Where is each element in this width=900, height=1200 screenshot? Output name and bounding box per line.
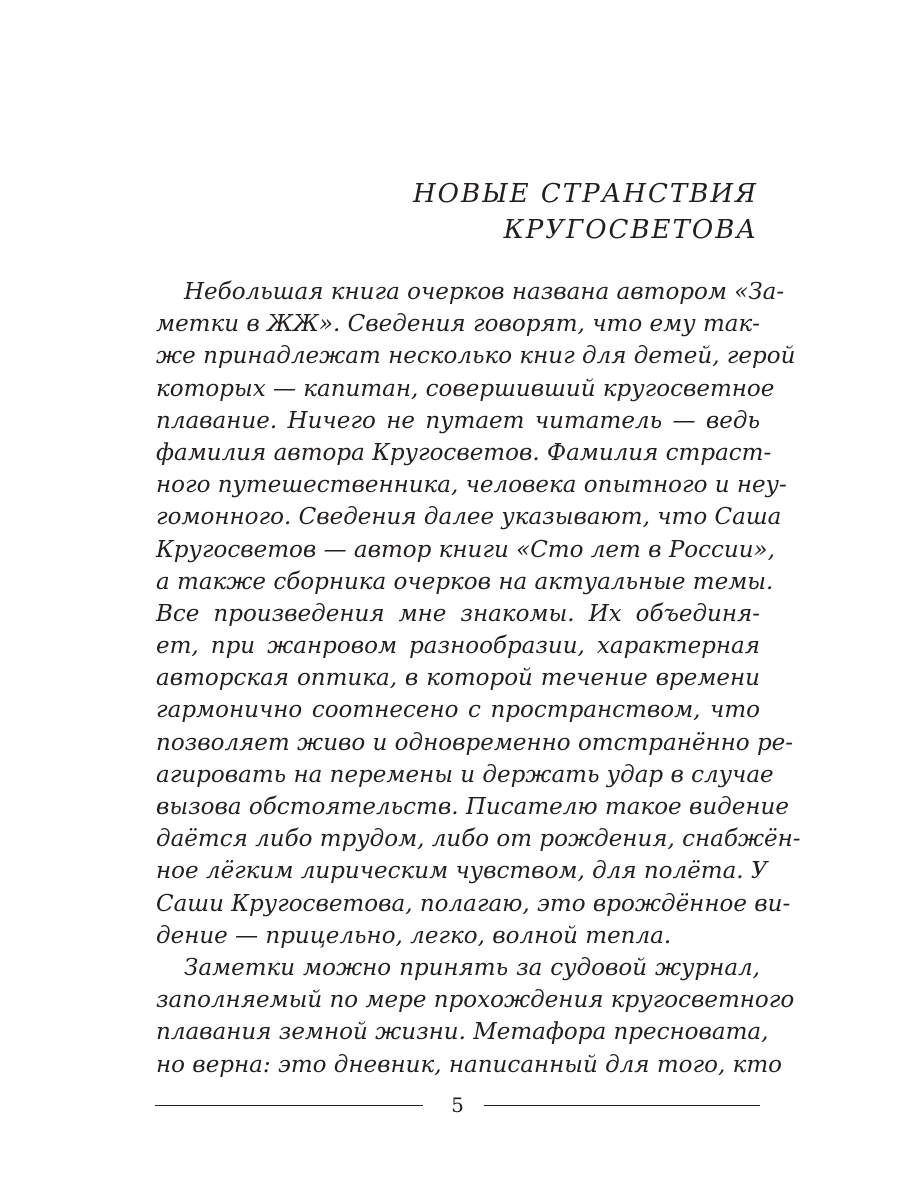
text-line: агировать на перемены и держать удар в случае <box>156 761 774 788</box>
body-text <box>156 276 801 1081</box>
text-line: даётся либо трудом, либо от рождения, снабжён- <box>156 826 801 853</box>
text-line: авторская оптика, в которой течение времени <box>156 665 760 692</box>
text-line: метки в ЖЖ». Сведения говорят, что ему так- <box>156 311 760 338</box>
footer-rule-right <box>484 1105 760 1106</box>
text-line: позволяет живо и одновременно отстранённо ре- <box>156 729 794 756</box>
paragraph-1 <box>156 276 801 952</box>
paragraph-2 <box>156 952 795 1081</box>
text-line: Кругосветов — автор книги «Сто лет в России», <box>156 536 775 563</box>
text-line: гармонично соотнесено с пространством, что <box>156 697 760 724</box>
page-footer <box>155 1092 760 1120</box>
text-line: вызова обстоятельств. Писателю такое видение <box>156 794 789 820</box>
text-line: плавание. Ничего не путает читатель — ведь <box>156 407 760 434</box>
text-line: Саши Кругосветова, полагаю, это врождённое ви- <box>156 890 791 917</box>
text-line: ет, при жанровом разнообразии, характерная <box>156 633 760 660</box>
text-line: которых — капитан, совершивший кругосветное <box>156 375 775 402</box>
chapter-title-line-1: НОВЫЕ СТРАНСТВИЯ <box>412 179 758 209</box>
text-line: Все произведения мне знакомы. Их объединя- <box>156 600 760 627</box>
text-line: ное лёгким лирическим чувством, для полёта. У <box>156 858 768 885</box>
text-line: Заметки можно принять за судовой журнал, <box>184 954 760 981</box>
text-line: фамилия автора Кругосветов. Фамилия страст- <box>156 439 772 466</box>
chapter-title <box>413 176 758 248</box>
text-line: ного путешественника, человека опытного и неу- <box>156 472 787 499</box>
text-line: заполняемый по мере прохождения кругосветного <box>156 987 795 1014</box>
chapter-title-line-2: КРУГОСВЕТОВА <box>503 215 758 245</box>
text-line: гомонного. Сведения далее указывают, что Саша <box>156 504 782 531</box>
text-line: а также сборника очерков на актуальные темы. <box>156 568 774 595</box>
text-line: но верна: это дневник, написанный для того, кто <box>156 1051 782 1078</box>
page-number: 5 <box>451 1093 464 1117</box>
text-line: же принадлежат несколько книг для детей, герой <box>156 343 796 370</box>
text-line: плавания земной жизни. Метафора пресновата, <box>156 1019 769 1046</box>
text-line: дение — прицельно, легко, волной тепла. <box>156 922 672 949</box>
text-line: Небольшая книга очерков названа автором «За- <box>184 279 785 305</box>
